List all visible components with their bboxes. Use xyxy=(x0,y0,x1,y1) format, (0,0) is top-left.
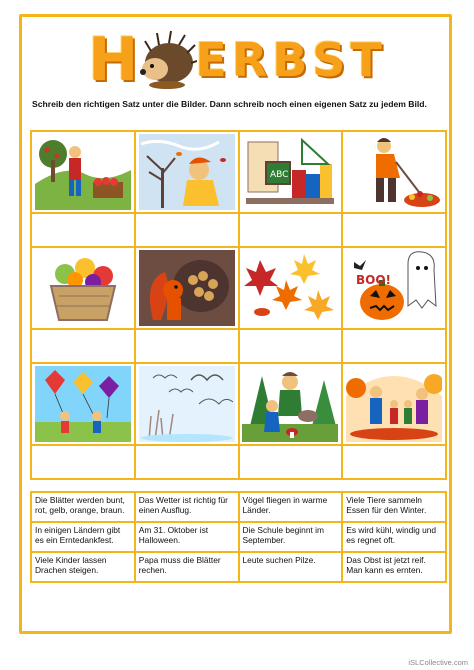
writing-cell[interactable] xyxy=(31,213,135,247)
sentence-cell: Papa muss die Blätter rechen. xyxy=(135,552,239,582)
sentence-cell: Die Blätter werden bunt, rot, gelb, orange, braun. xyxy=(31,492,135,522)
writing-cell[interactable] xyxy=(239,213,343,247)
sentence-cell: Das Wetter ist richtig für einen Ausflug. xyxy=(135,492,239,522)
writing-cell[interactable] xyxy=(31,329,135,363)
mushroom-picking-picture xyxy=(242,366,338,442)
sentence-cell: Es wird kühl, windig und es regnet oft. xyxy=(342,522,446,552)
writing-cell[interactable] xyxy=(31,445,135,479)
title-letter: S xyxy=(312,33,347,87)
picture-cell xyxy=(342,131,446,213)
hedgehog-icon xyxy=(137,29,197,91)
worksheet-title xyxy=(22,21,449,99)
autumn-leaves-picture xyxy=(242,250,338,326)
title-letter: R xyxy=(231,33,269,87)
picture-cell xyxy=(31,363,135,445)
title-letter: T xyxy=(350,33,383,87)
writing-cell[interactable] xyxy=(342,445,446,479)
svg-text:BOO!: BOO! xyxy=(356,273,392,287)
raking-leaves-picture xyxy=(346,134,442,210)
sentence-cell: Die Schule beginnt im September. xyxy=(239,522,343,552)
windy-weather-picture xyxy=(139,134,235,210)
school-supplies-picture xyxy=(242,134,338,210)
instruction-text: Schreib den richtigen Satz unter die Bilder. Dann schreib noch einen eigenen Satz zu jedem Bild. xyxy=(32,99,427,109)
picture-cell xyxy=(135,247,239,329)
title-letter: B xyxy=(272,33,309,87)
sentence-cell: Vögel fliegen in warme Länder. xyxy=(239,492,343,522)
writing-cell[interactable] xyxy=(135,445,239,479)
writing-cell[interactable] xyxy=(135,329,239,363)
title-letter: E xyxy=(195,33,228,87)
picture-cell xyxy=(31,131,135,213)
migrating-birds-picture xyxy=(139,366,235,442)
sentence-cell: Leute suchen Pilze. xyxy=(239,552,343,582)
sentence-cell: In einigen Ländern gibt es ein Erntedankfest. xyxy=(31,522,135,552)
picture-cell xyxy=(31,247,135,329)
picture-cell xyxy=(135,363,239,445)
family-walk-picture xyxy=(346,366,442,442)
picture-cell xyxy=(342,363,446,445)
svg-text:ABC: ABC xyxy=(270,170,289,180)
apple-harvest-picture xyxy=(35,134,131,210)
picture-cell xyxy=(342,247,446,329)
title-letter: H xyxy=(88,25,140,95)
squirrel-acorns-picture xyxy=(139,250,235,326)
picture-cell xyxy=(239,363,343,445)
picture-cell xyxy=(135,131,239,213)
picture-cell xyxy=(239,131,343,213)
sentence-bank xyxy=(30,491,447,583)
writing-cell[interactable] xyxy=(342,213,446,247)
writing-cell[interactable] xyxy=(135,213,239,247)
picture-grid xyxy=(30,130,447,480)
footer-credit: iSLCollective.com xyxy=(408,658,468,667)
kite-flying-picture xyxy=(35,366,131,442)
writing-cell[interactable] xyxy=(342,329,446,363)
picture-cell xyxy=(239,247,343,329)
writing-cell[interactable] xyxy=(239,329,343,363)
sentence-cell: Das Obst ist jetzt reif. Man kann es ernten. xyxy=(342,552,446,582)
harvest-basket-picture xyxy=(35,250,131,326)
sentence-cell: Viele Tiere sammeln Essen für den Winter. xyxy=(342,492,446,522)
writing-cell[interactable] xyxy=(239,445,343,479)
worksheet xyxy=(19,14,452,634)
sentence-cell: Viele Kinder lassen Drachen steigen. xyxy=(31,552,135,582)
halloween-picture xyxy=(346,250,442,326)
sentence-cell: Am 31. Oktober ist Halloween. xyxy=(135,522,239,552)
